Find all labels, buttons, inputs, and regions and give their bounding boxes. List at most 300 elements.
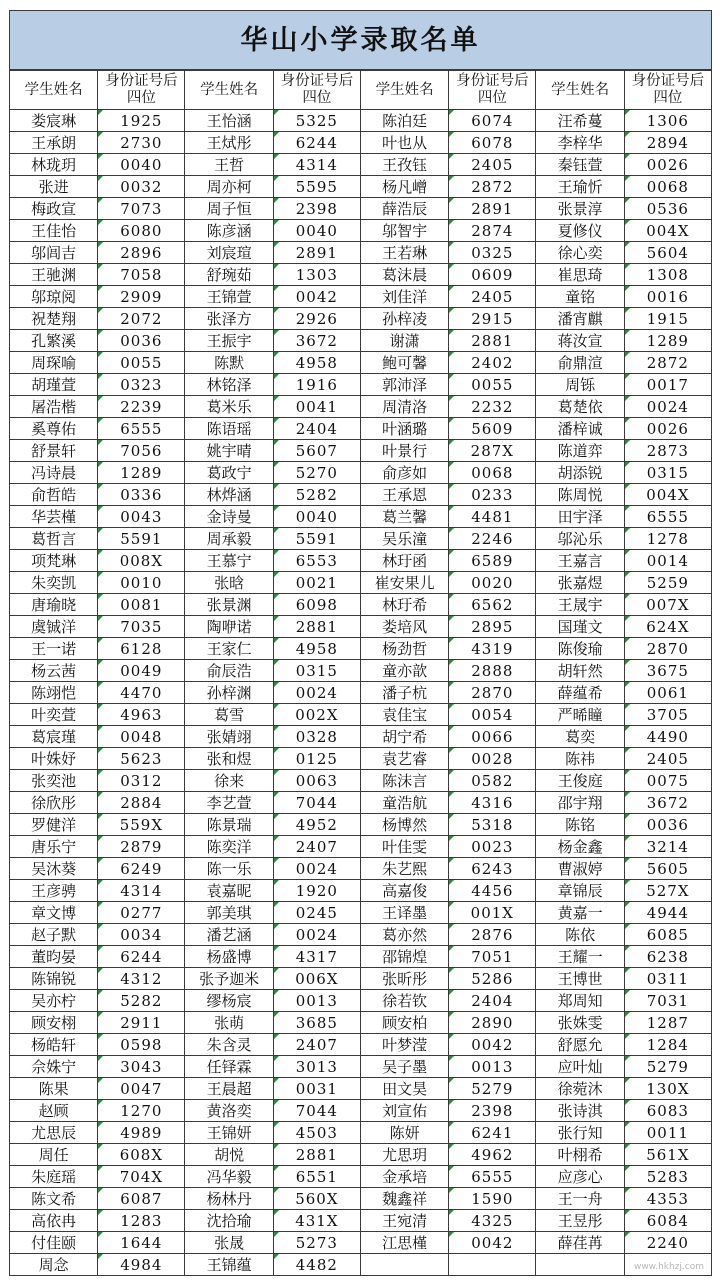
- id-last-four-cell: 4482: [273, 1254, 360, 1276]
- id-last-four-cell: 4958: [273, 352, 360, 374]
- admission-table: [9, 70, 712, 1276]
- student-name-cell: 葛沫晨: [360, 264, 448, 286]
- table-row: [10, 968, 712, 990]
- student-name-cell: 田文昊: [360, 1078, 448, 1100]
- id-last-four-cell: 0024: [273, 682, 360, 704]
- table-row: [10, 1210, 712, 1232]
- student-name-cell: 徐欣彤: [10, 792, 98, 814]
- student-name-cell: 冯诗晨: [10, 462, 98, 484]
- header-student-name: 学生姓名: [185, 71, 273, 110]
- id-last-four-cell: 3214: [624, 836, 711, 858]
- student-name-cell: 陈文希: [10, 1188, 98, 1210]
- id-last-four-cell: 0054: [449, 704, 536, 726]
- student-name-cell: 邬智宇: [360, 220, 448, 242]
- id-last-four-cell: 6249: [98, 858, 185, 880]
- id-last-four-cell: 0336: [98, 484, 185, 506]
- student-name-cell: 鲍可馨: [360, 352, 448, 374]
- id-last-four-cell: 001X: [449, 902, 536, 924]
- table-row: [10, 528, 712, 550]
- student-name-cell: 应彦心: [536, 1166, 624, 1188]
- id-last-four-cell: 130X: [624, 1078, 711, 1100]
- id-last-four-cell: 6244: [98, 946, 185, 968]
- student-name-cell: 王博世: [536, 968, 624, 990]
- header-row: [10, 71, 712, 110]
- table-row: [10, 1144, 712, 1166]
- student-name-cell: 周任: [10, 1144, 98, 1166]
- id-last-four-cell: 3685: [273, 1012, 360, 1034]
- student-name-cell: 杨盛博: [185, 946, 273, 968]
- student-name-cell: 陈泊廷: [360, 110, 448, 132]
- id-last-four-cell: 0042: [449, 1034, 536, 1056]
- id-last-four-cell: 0277: [98, 902, 185, 924]
- id-last-four-cell: 7044: [273, 792, 360, 814]
- student-name-cell: 田宇泽: [536, 506, 624, 528]
- student-name-cell: 尤思玥: [360, 1144, 448, 1166]
- id-last-four-cell: 4312: [98, 968, 185, 990]
- student-name-cell: 国瑾文: [536, 616, 624, 638]
- table-row: [10, 792, 712, 814]
- id-last-four-cell: 0081: [98, 594, 185, 616]
- id-last-four-cell: 7031: [624, 990, 711, 1012]
- id-last-four-cell: 4984: [98, 1254, 185, 1276]
- student-name-cell: 张进: [10, 176, 98, 198]
- student-name-cell: 沈拾瑜: [185, 1210, 273, 1232]
- id-last-four-cell: 0042: [449, 1232, 536, 1254]
- student-name-cell: 潘宵麒: [536, 308, 624, 330]
- id-last-four-cell: 0040: [273, 220, 360, 242]
- id-last-four-cell: 2896: [98, 242, 185, 264]
- id-last-four-cell: 0028: [449, 748, 536, 770]
- student-name-cell: 章文博: [10, 902, 98, 924]
- id-last-four-cell: 0036: [98, 330, 185, 352]
- id-last-four-cell: 608X: [98, 1144, 185, 1166]
- id-last-four-cell: 2881: [273, 1144, 360, 1166]
- table-row: [10, 154, 712, 176]
- id-last-four-cell: 4314: [98, 880, 185, 902]
- student-name-cell: 郭美琪: [185, 902, 273, 924]
- student-name-cell: 周承毅: [185, 528, 273, 550]
- id-last-four-cell: 1306: [624, 110, 711, 132]
- id-last-four-cell: 0312: [98, 770, 185, 792]
- student-name-cell: 尤思辰: [10, 1122, 98, 1144]
- id-last-four-cell: 4490: [624, 726, 711, 748]
- id-last-four-cell: 4314: [273, 154, 360, 176]
- id-last-four-cell: 559X: [98, 814, 185, 836]
- id-last-four-cell: 6553: [273, 550, 360, 572]
- id-last-four-cell: 6080: [98, 220, 185, 242]
- student-name-cell: 陈默: [185, 352, 273, 374]
- student-name-cell: 朱庭瑶: [10, 1166, 98, 1188]
- id-last-four-cell: 5270: [273, 462, 360, 484]
- table-row: [10, 1188, 712, 1210]
- student-name-cell: 童浩航: [360, 792, 448, 814]
- id-last-four-cell: 2884: [98, 792, 185, 814]
- id-last-four-cell: 2926: [273, 308, 360, 330]
- student-name-cell: 杨金鑫: [536, 836, 624, 858]
- student-name-cell: 张景渊: [185, 594, 273, 616]
- table-row: [10, 880, 712, 902]
- student-name-cell: 陈依: [536, 924, 624, 946]
- student-name-cell: 叶也从: [360, 132, 448, 154]
- student-name-cell: 项梵琳: [10, 550, 98, 572]
- table-row: [10, 836, 712, 858]
- id-last-four-cell: 1644: [98, 1232, 185, 1254]
- id-last-four-cell: 0066: [449, 726, 536, 748]
- student-name-cell: 张萌: [185, 1012, 273, 1034]
- student-name-cell: 张诗淇: [536, 1100, 624, 1122]
- id-last-four-cell: 5604: [624, 242, 711, 264]
- student-name-cell: 葛米乐: [185, 396, 273, 418]
- id-last-four-cell: 2404: [449, 990, 536, 1012]
- student-name-cell: 俞哲皓: [10, 484, 98, 506]
- student-name-cell: 刘宣佑: [360, 1100, 448, 1122]
- header-student-name: 学生姓名: [536, 71, 624, 110]
- id-last-four-cell: 0021: [273, 572, 360, 594]
- table-row: [10, 1232, 712, 1254]
- student-name-cell: 陈果: [10, 1078, 98, 1100]
- id-last-four-cell: 008X: [98, 550, 185, 572]
- student-name-cell: 顾安柏: [360, 1012, 448, 1034]
- header-id-last-four: 身份证号后四位: [624, 71, 711, 110]
- table-row: [10, 176, 712, 198]
- id-last-four-cell: 0598: [98, 1034, 185, 1056]
- table-row: [10, 374, 712, 396]
- id-last-four-cell: 2407: [273, 836, 360, 858]
- id-last-four-cell: 2909: [98, 286, 185, 308]
- id-last-four-cell: 2911: [98, 1012, 185, 1034]
- id-last-four-cell: 1270: [98, 1100, 185, 1122]
- sheet-title: 华山小学录取名单: [9, 10, 712, 70]
- id-last-four-cell: 6074: [449, 110, 536, 132]
- id-last-four-cell: 2895: [449, 616, 536, 638]
- table-row: [10, 330, 712, 352]
- id-last-four-cell: 0010: [98, 572, 185, 594]
- id-last-four-cell: 0013: [273, 990, 360, 1012]
- id-last-four-cell: 2072: [98, 308, 185, 330]
- id-last-four-cell: 2874: [449, 220, 536, 242]
- id-last-four-cell: 5279: [449, 1078, 536, 1100]
- student-name-cell: 陈俊瑜: [536, 638, 624, 660]
- id-last-four-cell: 0055: [449, 374, 536, 396]
- student-name-cell: 杨皓轩: [10, 1034, 98, 1056]
- student-name-cell: 袁艺睿: [360, 748, 448, 770]
- table-row: [10, 242, 712, 264]
- student-name-cell: 张泽方: [185, 308, 273, 330]
- student-name-cell: 吴乐潼: [360, 528, 448, 550]
- student-name-cell: 童铭: [536, 286, 624, 308]
- student-name-cell: 徐若钦: [360, 990, 448, 1012]
- id-last-four-cell: 4456: [449, 880, 536, 902]
- id-last-four-cell: 2405: [449, 154, 536, 176]
- id-last-four-cell: 2879: [98, 836, 185, 858]
- id-last-four-cell: 7056: [98, 440, 185, 462]
- id-last-four-cell: 0048: [98, 726, 185, 748]
- id-last-four-cell: 4944: [624, 902, 711, 924]
- table-row: [10, 462, 712, 484]
- student-name-cell: 杨林丹: [185, 1188, 273, 1210]
- id-last-four-cell: 0024: [624, 396, 711, 418]
- id-last-four-cell: 431X: [273, 1210, 360, 1232]
- id-last-four-cell: 1287: [624, 1012, 711, 1034]
- student-name-cell: 娄培风: [360, 616, 448, 638]
- table-row: [10, 440, 712, 462]
- id-last-four-cell: 5325: [273, 110, 360, 132]
- student-name-cell: 冯华毅: [185, 1166, 273, 1188]
- id-last-four-cell: 0068: [449, 462, 536, 484]
- id-last-four-cell: 0040: [98, 154, 185, 176]
- student-name-cell: 陈妍: [360, 1122, 448, 1144]
- table-row: [10, 990, 712, 1012]
- id-last-four-cell: 5286: [449, 968, 536, 990]
- student-name-cell: 陈周悦: [536, 484, 624, 506]
- id-last-four-cell: 0233: [449, 484, 536, 506]
- student-name-cell: [536, 1254, 624, 1276]
- id-last-four-cell: 004X: [624, 220, 711, 242]
- student-name-cell: 吴亦柠: [10, 990, 98, 1012]
- table-row: [10, 1012, 712, 1034]
- student-name-cell: 陈一乐: [185, 858, 273, 880]
- id-last-four-cell: 4989: [98, 1122, 185, 1144]
- id-last-four-cell: 5605: [624, 858, 711, 880]
- id-last-four-cell: 6128: [98, 638, 185, 660]
- id-last-four-cell: 2891: [449, 198, 536, 220]
- table-row: [10, 264, 712, 286]
- student-name-cell: 刘宸瑄: [185, 242, 273, 264]
- id-last-four-cell: 5591: [98, 528, 185, 550]
- student-name-cell: 张晗: [185, 572, 273, 594]
- id-last-four-cell: 2888: [449, 660, 536, 682]
- table-row: [10, 748, 712, 770]
- student-name-cell: 陈祎: [536, 748, 624, 770]
- student-name-cell: 周铄: [536, 374, 624, 396]
- student-name-cell: 潘子杭: [360, 682, 448, 704]
- id-last-four-cell: 0042: [273, 286, 360, 308]
- table-row: [10, 1122, 712, 1144]
- student-name-cell: 吴沐葵: [10, 858, 98, 880]
- student-name-cell: 王俊庭: [536, 770, 624, 792]
- student-name-cell: 周琛喻: [10, 352, 98, 374]
- id-last-four-cell: 4317: [273, 946, 360, 968]
- header-id-last-four: 身份证号后四位: [273, 71, 360, 110]
- id-last-four-cell: 6238: [624, 946, 711, 968]
- student-name-cell: 赵子默: [10, 924, 98, 946]
- student-name-cell: 徐心奕: [536, 242, 624, 264]
- id-last-four-cell: 3675: [624, 660, 711, 682]
- student-name-cell: 王慕宁: [185, 550, 273, 572]
- student-name-cell: 李梓华: [536, 132, 624, 154]
- id-last-four-cell: 0036: [624, 814, 711, 836]
- student-name-cell: 王佳怡: [10, 220, 98, 242]
- id-last-four-cell: 0011: [624, 1122, 711, 1144]
- watermark: www.hkhzj.com: [633, 1262, 704, 1272]
- student-name-cell: 郑周知: [536, 990, 624, 1012]
- student-name-cell: 陈锦锐: [10, 968, 98, 990]
- id-last-four-cell: 2398: [273, 198, 360, 220]
- id-last-four-cell: 0032: [98, 176, 185, 198]
- student-name-cell: 王振宇: [185, 330, 273, 352]
- id-last-four-cell: 4503: [273, 1122, 360, 1144]
- student-name-cell: 杨博然: [360, 814, 448, 836]
- table-row: [10, 286, 712, 308]
- student-name-cell: 胡轩然: [536, 660, 624, 682]
- table-body: [10, 110, 712, 1276]
- id-last-four-cell: 5279: [624, 1056, 711, 1078]
- student-name-cell: 杨凡嶒: [360, 176, 448, 198]
- id-last-four-cell: 0325: [449, 242, 536, 264]
- id-last-four-cell: 2730: [98, 132, 185, 154]
- id-last-four-cell: 2894: [624, 132, 711, 154]
- id-last-four-cell: 6562: [449, 594, 536, 616]
- id-last-four-cell: 6243: [449, 858, 536, 880]
- student-name-cell: 王若琳: [360, 242, 448, 264]
- id-last-four-cell: 0020: [449, 572, 536, 594]
- table-row: [10, 550, 712, 572]
- id-last-four-cell: 3043: [98, 1056, 185, 1078]
- student-name-cell: 叶景行: [360, 440, 448, 462]
- student-name-cell: 王烒彤: [185, 132, 273, 154]
- student-name-cell: 潘梓诚: [536, 418, 624, 440]
- student-name-cell: 林烨涵: [185, 484, 273, 506]
- student-name-cell: 王宛清: [360, 1210, 448, 1232]
- student-name-cell: 俞彦如: [360, 462, 448, 484]
- student-name-cell: 罗健洋: [10, 814, 98, 836]
- id-last-four-cell: 4962: [449, 1144, 536, 1166]
- table-row: [10, 924, 712, 946]
- student-name-cell: 叶奕萱: [10, 704, 98, 726]
- header-id-last-four: 身份证号后四位: [98, 71, 185, 110]
- student-name-cell: 谢潇: [360, 330, 448, 352]
- id-last-four-cell: 0311: [624, 968, 711, 990]
- student-name-cell: 蒋汝宣: [536, 330, 624, 352]
- id-last-four-cell: 2239: [98, 396, 185, 418]
- student-name-cell: 王锦蕴: [185, 1254, 273, 1276]
- table-row: [10, 506, 712, 528]
- id-last-four-cell: 2404: [273, 418, 360, 440]
- student-name-cell: 葛政宁: [185, 462, 273, 484]
- table-row: [10, 1056, 712, 1078]
- student-name-cell: 赵顾: [10, 1100, 98, 1122]
- id-last-four-cell: 4353: [624, 1188, 711, 1210]
- id-last-four-cell: 6098: [273, 594, 360, 616]
- id-last-four-cell: 0609: [449, 264, 536, 286]
- student-name-cell: 严晞瞳: [536, 704, 624, 726]
- student-name-cell: 张晟: [185, 1232, 273, 1254]
- student-name-cell: 周清洛: [360, 396, 448, 418]
- id-last-four-cell: 006X: [273, 968, 360, 990]
- student-name-cell: 王译墨: [360, 902, 448, 924]
- student-name-cell: 吴子墨: [360, 1056, 448, 1078]
- id-last-four-cell: 0031: [273, 1078, 360, 1100]
- table-row: [10, 638, 712, 660]
- student-name-cell: 刘佳洋: [360, 286, 448, 308]
- student-name-cell: 葛奕: [536, 726, 624, 748]
- student-name-cell: 邬闾吉: [10, 242, 98, 264]
- id-last-four-cell: 5595: [273, 176, 360, 198]
- student-name-cell: 周念: [10, 1254, 98, 1276]
- student-name-cell: 袁嘉昵: [185, 880, 273, 902]
- student-name-cell: 林珑玥: [10, 154, 98, 176]
- student-name-cell: 陈彦涵: [185, 220, 273, 242]
- id-last-four-cell: 0582: [449, 770, 536, 792]
- student-name-cell: 葛雪: [185, 704, 273, 726]
- id-last-four-cell: 5282: [273, 484, 360, 506]
- id-last-four-cell: 5609: [449, 418, 536, 440]
- table-row: [10, 110, 712, 132]
- table-row: [10, 308, 712, 330]
- student-name-cell: 舒琬茹: [185, 264, 273, 286]
- id-last-four-cell: 0026: [624, 154, 711, 176]
- student-name-cell: 王耀一: [536, 946, 624, 968]
- student-name-cell: 王瑜忻: [536, 176, 624, 198]
- student-name-cell: 华芸槿: [10, 506, 98, 528]
- student-name-cell: 夏修仪: [536, 220, 624, 242]
- student-name-cell: 邵锦煌: [360, 946, 448, 968]
- id-last-four-cell: 6551: [273, 1166, 360, 1188]
- student-name-cell: 胡宁希: [360, 726, 448, 748]
- id-last-four-cell: 2891: [273, 242, 360, 264]
- id-last-four-cell: 2872: [449, 176, 536, 198]
- id-last-four-cell: 2402: [449, 352, 536, 374]
- id-last-four-cell: 1920: [273, 880, 360, 902]
- student-name-cell: 葛哲言: [10, 528, 98, 550]
- student-name-cell: 魏鑫祥: [360, 1188, 448, 1210]
- id-last-four-cell: 1915: [624, 308, 711, 330]
- student-name-cell: 姚宇晴: [185, 440, 273, 462]
- id-last-four-cell: 560X: [273, 1188, 360, 1210]
- id-last-four-cell: 2870: [449, 682, 536, 704]
- id-last-four-cell: 4470: [98, 682, 185, 704]
- student-name-cell: 薛浩辰: [360, 198, 448, 220]
- student-name-cell: 王嘉言: [536, 550, 624, 572]
- student-name-cell: 奚尊佑: [10, 418, 98, 440]
- student-name-cell: 高依冉: [10, 1210, 98, 1232]
- id-last-four-cell: 4952: [273, 814, 360, 836]
- id-last-four-cell: 7051: [449, 946, 536, 968]
- id-last-four-cell: 0014: [624, 550, 711, 572]
- id-last-four-cell: 6083: [624, 1100, 711, 1122]
- table-row: [10, 220, 712, 242]
- student-name-cell: 陈道弈: [536, 440, 624, 462]
- student-name-cell: 祝楚翔: [10, 308, 98, 330]
- student-name-cell: 徐菀沐: [536, 1078, 624, 1100]
- table-row: [10, 352, 712, 374]
- student-name-cell: 杨云茜: [10, 660, 98, 682]
- id-last-four-cell: 3672: [624, 792, 711, 814]
- id-last-four-cell: 561X: [624, 1144, 711, 1166]
- student-name-cell: 李艺萱: [185, 792, 273, 814]
- student-name-cell: 张姝雯: [536, 1012, 624, 1034]
- id-last-four-cell: 1284: [624, 1034, 711, 1056]
- id-last-four-cell: 1289: [98, 462, 185, 484]
- id-last-four-cell: 7058: [98, 264, 185, 286]
- table-row: [10, 594, 712, 616]
- id-last-four-cell: 287X: [449, 440, 536, 462]
- table-row: [10, 1078, 712, 1100]
- id-last-four-cell: 527X: [624, 880, 711, 902]
- table-row: [10, 616, 712, 638]
- student-name-cell: 顾安栩: [10, 1012, 98, 1034]
- id-last-four-cell: 1289: [624, 330, 711, 352]
- id-last-four-cell: 0047: [98, 1078, 185, 1100]
- student-name-cell: 童亦歆: [360, 660, 448, 682]
- student-name-cell: 娄宸琳: [10, 110, 98, 132]
- id-last-four-cell: 0055: [98, 352, 185, 374]
- id-last-four-cell: 0075: [624, 770, 711, 792]
- table-row: [10, 572, 712, 594]
- id-last-four-cell: 6241: [449, 1122, 536, 1144]
- student-name-cell: 邬琼阅: [10, 286, 98, 308]
- id-last-four-cell: 0125: [273, 748, 360, 770]
